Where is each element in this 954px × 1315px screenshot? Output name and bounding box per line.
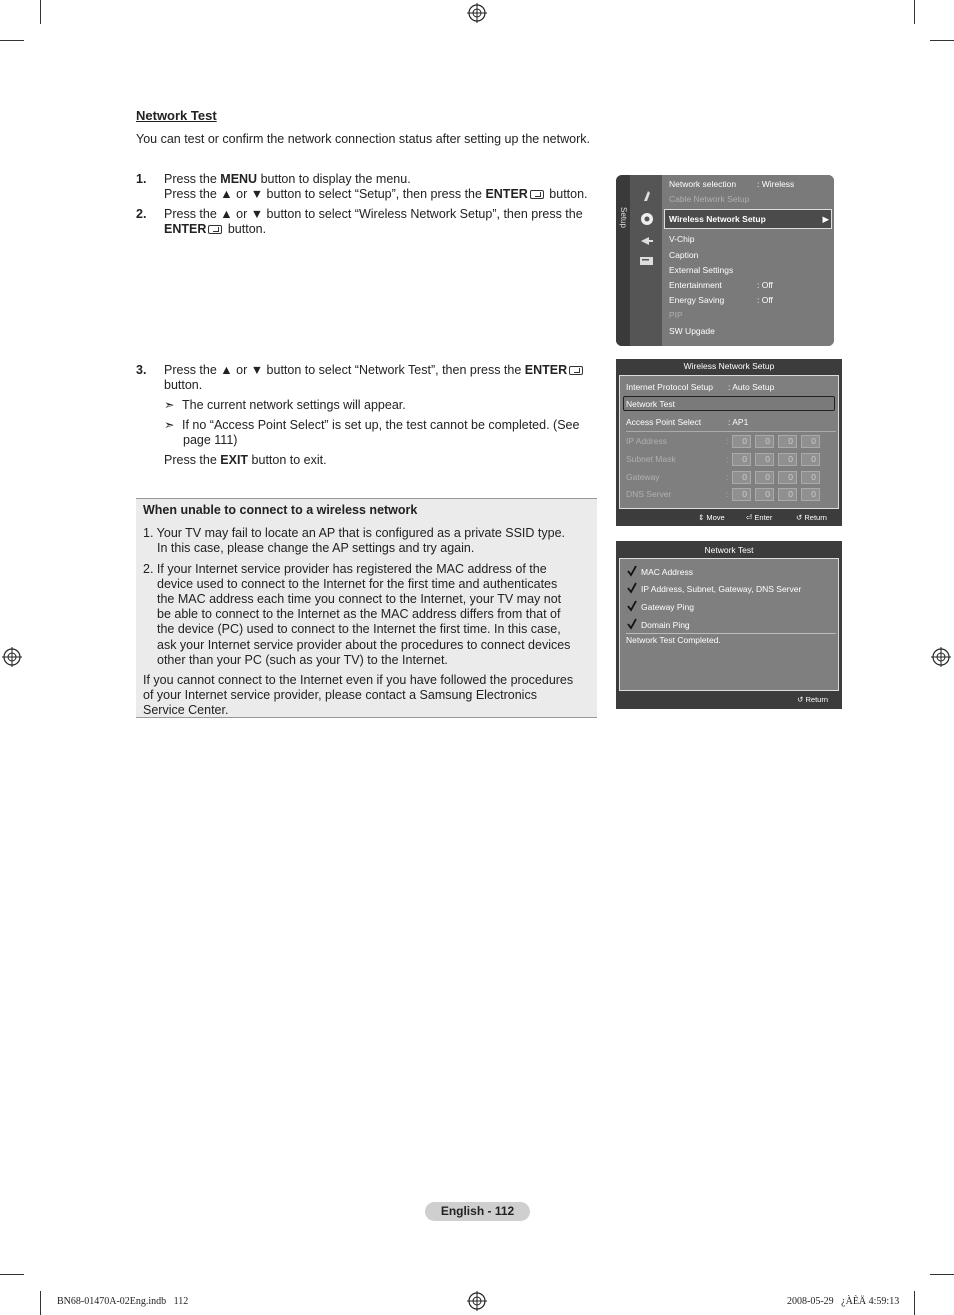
menu-item-wireless-network-setup[interactable]: Wireless Network Setup ▶: [669, 214, 829, 224]
row-subnet-mask[interactable]: Subnet Mask :: [626, 454, 729, 464]
wireless-setup-panel: [619, 375, 839, 509]
crop-mark: [0, 1274, 24, 1275]
note-arrow-icon: ➣: [164, 398, 175, 412]
check-gateway-ping: Gateway Ping: [641, 599, 694, 615]
menu-item-pip[interactable]: PIP: [669, 310, 683, 320]
network-test-screen: [616, 541, 842, 709]
gateway-octet-field[interactable]: 0: [755, 471, 774, 484]
crop-mark: [930, 40, 954, 41]
setup-side-tab: [616, 175, 630, 346]
ip-octet-field[interactable]: 0: [801, 435, 820, 448]
picture-icon: [640, 189, 654, 203]
divider: [626, 633, 836, 634]
menu-item-v-chip[interactable]: V-Chip: [669, 234, 695, 244]
enter-icon: [208, 225, 222, 234]
registration-mark-icon: [931, 647, 951, 667]
dns-octet-field[interactable]: 0: [801, 488, 820, 501]
input-icon: [640, 235, 654, 247]
row-dns-server[interactable]: DNS Server :: [626, 489, 729, 499]
step-number: 3.: [136, 363, 147, 377]
footer-move: ⇕ Move: [698, 513, 725, 522]
row-ip-address[interactable]: IP Address :: [626, 436, 729, 446]
return-icon: ↺: [797, 695, 804, 704]
subnet-octet-field[interactable]: 0: [778, 453, 797, 466]
arrow-right-icon: ▶: [822, 214, 829, 224]
step-2-text: Press the ▲ or ▼ button to select “Wireless Network Setup”, then press the ENTER button.: [164, 207, 583, 236]
wireless-network-setup-screen: [616, 359, 842, 526]
check-mac-address: MAC Address: [641, 564, 693, 580]
row-network-test[interactable]: Network Test: [626, 399, 675, 409]
checkmark-icon: [627, 600, 637, 612]
crop-mark: [0, 40, 24, 41]
infobox-item-2: 2. If your Internet service provider has registered the MAC address of the device used to connect to the Internet for the first time and authenticates the MAC address each time you connect to the Internet, your TV may not be able to connect to the Internet as the MAC address differs from that of the device (PC) used to connect to the Internet the first time. In this case, ask your Internet service provider about the procedures to connect devices other than your PC (such as your TV) to the Internet.: [143, 561, 571, 667]
menu-item-energy-saving[interactable]: Energy Saving : Off: [669, 295, 773, 305]
up-down-icon: ⇕: [698, 513, 705, 522]
dns-octet-field[interactable]: 0: [755, 488, 774, 501]
divider: [626, 431, 836, 432]
menu-item-entertainment[interactable]: Entertainment : Off: [669, 280, 773, 290]
enter-icon: ⏎: [746, 513, 753, 522]
crop-mark: [40, 1291, 41, 1315]
crop-mark: [914, 0, 915, 24]
application-icon: [639, 255, 655, 267]
checkmark-icon: [627, 618, 637, 630]
setup-side-label: Setup: [619, 207, 628, 228]
gateway-octet-field[interactable]: 0: [801, 471, 820, 484]
check-domain-ping: Domain Ping: [641, 617, 690, 633]
menu-item-sw-upgrade[interactable]: SW Upgade: [669, 326, 715, 336]
page-number: English - 112: [425, 1202, 530, 1221]
footer-enter: ⏎ Enter: [746, 513, 773, 522]
step-number: 2.: [136, 207, 147, 221]
dns-octet-field[interactable]: 0: [778, 488, 797, 501]
subnet-octet-field[interactable]: 0: [732, 453, 751, 466]
setup-menu-list: [662, 175, 834, 346]
test-status: Network Test Completed.: [626, 635, 721, 645]
footer-return: ↺ Return: [797, 695, 828, 704]
gateway-octet-field[interactable]: 0: [732, 471, 751, 484]
enter-icon: [569, 366, 583, 375]
menu-item-external-settings[interactable]: External Settings: [669, 265, 734, 275]
note-arrow-icon: ➣: [164, 418, 175, 432]
section-title: Network Test: [136, 108, 217, 123]
ip-octet-field[interactable]: 0: [755, 435, 774, 448]
registration-mark-icon: [467, 3, 487, 23]
enter-icon: [530, 190, 544, 199]
checkmark-icon: [627, 582, 637, 594]
crop-mark: [930, 1274, 954, 1275]
step-1-text: Press the MENU button to display the menu. Press the ▲ or ▼ button to select “Setup”, then press the ENTER button.: [164, 172, 588, 201]
crop-mark: [40, 0, 41, 24]
infobox-item-1: 1. Your TV may fail to locate an AP that is configured as a private SSID type. In this case, please change the AP settings and try again.: [143, 526, 566, 556]
infobox-heading: When unable to connect to a wireless network: [143, 503, 418, 517]
step-3-text: Press the ▲ or ▼ button to select “Network Test”, then press the ENTER button. ➣ The current network settings will appear. ➣ If no “Access Point Select” is set up, the test cannot be completed. (See page 111) Press the EXIT button to exit.: [164, 363, 604, 468]
infobox-closing: If you cannot connect to the Internet even if you have followed the procedures of your Internet service provider, please contact a Samsung Electronics Service Center.: [143, 673, 574, 718]
return-icon: ↺: [796, 513, 803, 522]
menu-item-network-selection[interactable]: Network selection : Wireless: [669, 179, 795, 189]
screen-title: Wireless Network Setup: [683, 361, 775, 371]
print-footer-right: 2008-05-29 ¿ÀÈÄ 4:59:13: [787, 1296, 900, 1307]
menu-item-caption[interactable]: Caption: [669, 250, 699, 260]
network-test-panel: [619, 558, 839, 691]
screen-title: Network Test: [704, 545, 754, 555]
registration-mark-icon: [2, 647, 22, 667]
gateway-octet-field[interactable]: 0: [778, 471, 797, 484]
gear-icon: [638, 210, 656, 228]
intro-text: You can test or confirm the network connection status after setting up the network.: [136, 132, 590, 146]
registration-mark-icon: [467, 1291, 487, 1311]
row-gateway[interactable]: Gateway :: [626, 472, 729, 482]
check-ip-subnet-gateway-dns: IP Address, Subnet, Gateway, DNS Server: [641, 581, 801, 597]
setup-menu-screen: [616, 175, 834, 346]
subnet-octet-field[interactable]: 0: [755, 453, 774, 466]
print-footer-left: BN68-01470A-02Eng.indb 112: [57, 1296, 189, 1307]
setup-icon-column: [630, 175, 662, 346]
crop-mark: [914, 1291, 915, 1315]
dns-octet-field[interactable]: 0: [732, 488, 751, 501]
ip-octet-field[interactable]: 0: [732, 435, 751, 448]
row-internet-protocol-setup[interactable]: Internet Protocol Setup : Auto Setup: [626, 382, 775, 392]
checkmark-icon: [627, 565, 637, 577]
ip-octet-field[interactable]: 0: [778, 435, 797, 448]
row-access-point-select[interactable]: Access Point Select : AP1: [626, 417, 749, 427]
menu-item-cable-network-setup[interactable]: Cable Network Setup: [669, 194, 750, 204]
subnet-octet-field[interactable]: 0: [801, 453, 820, 466]
step-number: 1.: [136, 172, 147, 186]
wireless-troubleshooting-box: [136, 498, 597, 718]
footer-return: ↺ Return: [796, 513, 827, 522]
